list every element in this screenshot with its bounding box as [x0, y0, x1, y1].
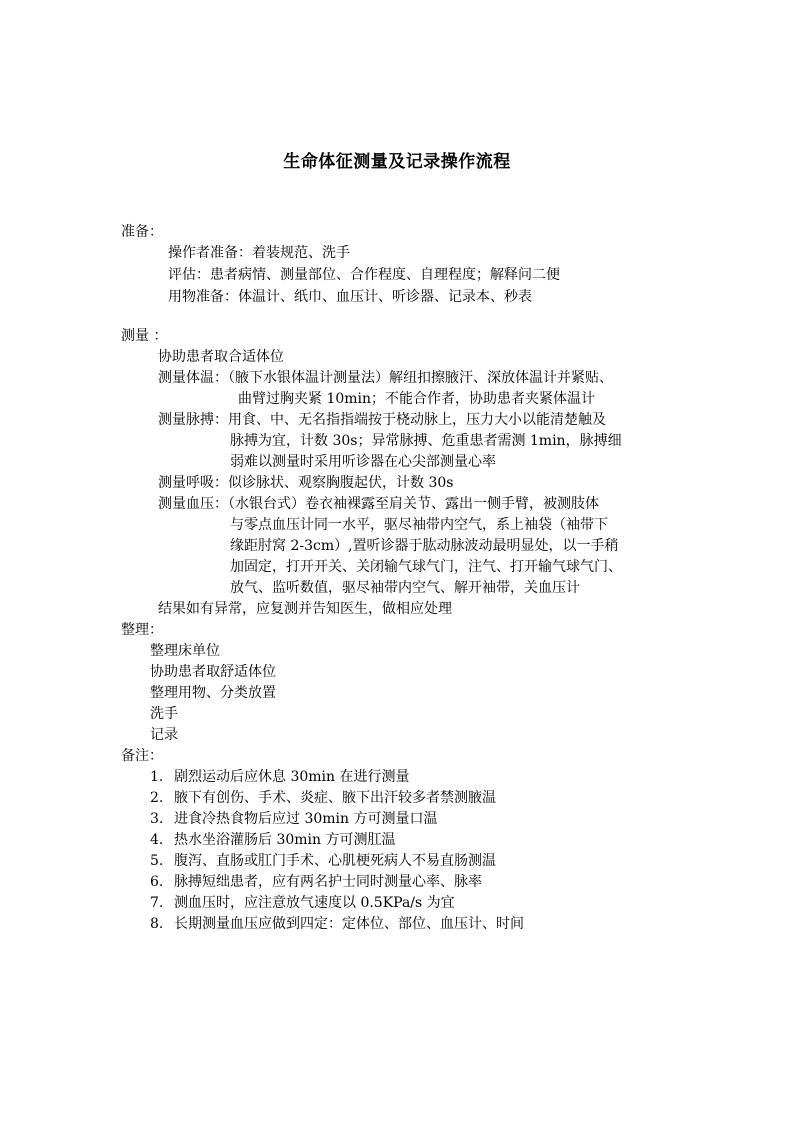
notes-item-text: 热水坐浴灌肠后 30min 方可测肛温 [174, 832, 396, 848]
tidy-item: 记录 [150, 727, 178, 743]
tidy-item: 整理床单位 [150, 643, 220, 659]
measure-heading: 测量 ： [121, 328, 168, 344]
measure-pulse-line: 测量脉搏：用食、中、无名指指端按于桡动脉上，压力大小以能清楚触及 [158, 412, 606, 428]
prep-heading: 准备： [121, 224, 163, 240]
measure-bp-line: 加固定，打开开关、关闭输气球气门，注气、打开输气球气门、 [230, 559, 622, 575]
notes-item [150, 830, 395, 850]
notes-item [150, 809, 437, 829]
notes-item-text: 腹泻、直肠或肛门手术、心肌梗死病人不易直肠测温 [174, 853, 496, 869]
list-number: 3. [150, 811, 164, 827]
tidy-item: 整理用物、分类放置 [150, 685, 276, 701]
list-number: 6. [150, 874, 164, 890]
tidy-item: 协助患者取舒适体位 [150, 664, 276, 680]
measure-temp-line: 曲臂过胸夹紧 10min；不能合作者，协助患者夹紧体温计 [238, 391, 596, 407]
prep-item: 操作者准备：着装规范、洗手 [168, 245, 350, 261]
measure-temp-line: 测量体温：（腋下水银体温计测量法）解纽扣擦腋汗、深放体温计并紧贴、 [158, 370, 613, 386]
list-number: 1. [150, 769, 164, 785]
notes-item-text: 剧烈运动后应休息 30min 在进行测量 [174, 769, 410, 785]
list-number: 4. [150, 832, 164, 848]
measure-bp-line: 与零点血压计同一水平，驱尽袖带内空气，系上袖袋（袖带下 [230, 517, 608, 533]
list-number: 2. [150, 790, 164, 806]
measure-pulse-line: 脉搏为宜，计数 30s；异常脉搏、危重患者需测 1min，脉搏细 [230, 433, 622, 449]
notes-item [150, 788, 496, 808]
notes-item-text: 测血压时，应注意放气速度以 0.5KPa/s 为宜 [174, 895, 455, 911]
tidy-heading: 整理： [121, 622, 163, 638]
notes-item [150, 914, 524, 934]
measure-result: 结果如有异常，应复测并告知医生，做相应处理 [158, 601, 452, 617]
measure-bp-line: 测量血压：（水银台式）卷衣袖裸露至肩关节、露出一侧手臂，被测肢体 [158, 496, 599, 512]
notes-item-text: 长期测量血压应做到四定：定体位、部位、血压计、时间 [174, 916, 524, 932]
notes-item [150, 851, 496, 871]
notes-item [150, 893, 455, 913]
notes-item-text: 进食冷热食物后应过 30min 方可测量口温 [174, 811, 438, 827]
measure-assist: 协助患者取合适体位 [158, 349, 284, 365]
measure-bp-line: 缘距肘窝 2-3cm）,置听诊器于肱动脉波动最明显处，以一手稍 [230, 538, 619, 554]
prep-item: 用物准备：体温计、纸巾、血压计、听诊器、记录本、秒表 [168, 289, 532, 305]
list-number: 8. [150, 916, 164, 932]
page-title: 生命体征测量及记录操作流程 [283, 152, 511, 172]
list-number: 5. [150, 853, 164, 869]
notes-item [150, 872, 482, 892]
tidy-item: 洗手 [150, 706, 178, 722]
measure-pulse-line: 弱难以测量时采用听诊器在心尖部测量心率 [230, 454, 496, 470]
measure-bp-line: 放气、监听数值，驱尽袖带内空气、解开袖带，关血压计 [230, 580, 580, 596]
notes-item [150, 767, 409, 787]
notes-heading: 备注： [121, 748, 163, 764]
measure-resp: 测量呼吸：似诊脉状、观察胸腹起伏，计数 30s [158, 475, 454, 491]
prep-item: 评估：患者病情、测量部位、合作程度、自理程度；解释问二便 [168, 267, 560, 283]
notes-item-text: 腋下有创伤、手术、炎症、腋下出汗较多者禁测腋温 [174, 790, 496, 806]
notes-item-text: 脉搏短绌患者，应有两名护士同时测量心率、脉率 [174, 874, 482, 890]
list-number: 7. [150, 895, 164, 911]
